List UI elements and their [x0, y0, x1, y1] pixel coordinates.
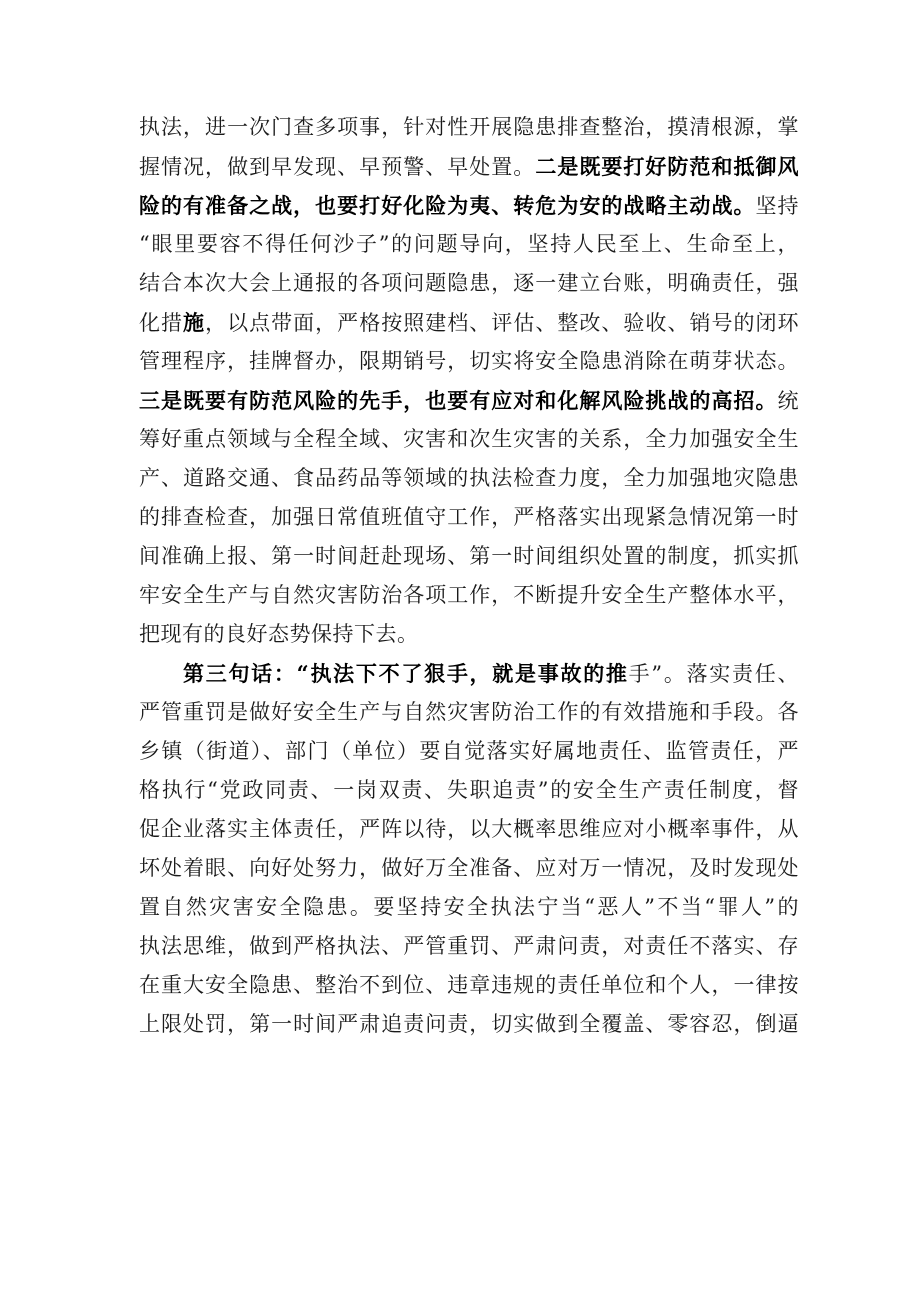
- text-line: [139, 537, 799, 576]
- text-segment: 的排查检查，加强日常值班值守工作，严格落实出现紧急情况第一时: [139, 505, 799, 529]
- bold-text-segment: 第三句话：“执法下不了狠手，就是事故的推: [183, 661, 629, 686]
- text-line: [139, 693, 799, 732]
- bold-text-segment: 施: [183, 310, 206, 335]
- text-segment: 产、道路交通、食品药品等领域的执法检查力度，全力加强地灾隐患: [139, 466, 799, 490]
- text-line: [139, 225, 799, 264]
- text-segment: 结合本次大会上通报的各项问题隐患，逐一建立台账，明确责任，强: [139, 271, 799, 295]
- text-line: [139, 927, 799, 966]
- text-line: [139, 1005, 799, 1044]
- text-segment: 在重大安全隐患、整治不到位、违章违规的责任单位和个人，一律按: [139, 973, 799, 997]
- text-segment: 管理程序，挂牌督办，限期销号，切实将安全隐患消除在萌芽状态。: [139, 349, 799, 373]
- text-line: [139, 381, 799, 420]
- text-segment: 格执行“党政同责、一岗双责、失职追责”的安全生产责任制度，督: [139, 778, 799, 802]
- text-segment: 手”。落实责任、: [628, 662, 799, 686]
- text-line: [139, 771, 799, 810]
- text-line: [139, 459, 799, 498]
- text-segment: 置自然灾害安全隐患。要坚持安全执法宁当“恶人”不当“罪人”的: [139, 895, 799, 919]
- text-line: [139, 966, 799, 1005]
- text-segment: 执法，进一次门查多项事，针对性开展隐患排查整治，摸清根源，掌: [139, 115, 799, 139]
- text-segment: 筹好重点领域与全程全域、灾害和次生灾害的关系，全力加强安全生: [139, 427, 799, 451]
- body-text: [139, 108, 799, 1044]
- bold-text-segment: 险的有准备之战，也要打好化险为夷、转危为安的战略主动战。: [139, 193, 756, 218]
- text-segment: 间准确上报、第一时间赶赴现场、第一时间组织处置的制度，抓实抓: [139, 544, 799, 568]
- text-segment: 促企业落实主体责任，严阵以待，以大概率思维应对小概率事件，从: [139, 817, 799, 841]
- text-line: [139, 498, 799, 537]
- text-line: [139, 186, 799, 225]
- text-line: [139, 810, 799, 849]
- text-line: [139, 576, 799, 615]
- bold-text-segment: 三是既要有防范风险的先手，也要有应对和化解风险挑战的高招。: [139, 388, 778, 413]
- text-segment: 把现有的良好态势保持下去。: [139, 622, 419, 646]
- text-line: [139, 303, 799, 342]
- text-segment: 坏处着眼、向好处努力，做好万全准备、应对万一情况，及时发现处: [139, 856, 799, 880]
- text-line: [139, 654, 799, 693]
- text-line: [139, 615, 799, 654]
- text-line: [139, 264, 799, 303]
- text-line: [139, 888, 799, 927]
- text-segment: 坚持: [755, 194, 800, 218]
- text-segment: 牢安全生产与自然灾害防治各项工作，不断提升安全生产整体水平，: [139, 583, 799, 607]
- text-segment: 化措: [139, 311, 184, 335]
- text-line: [139, 420, 799, 459]
- text-line: [139, 108, 799, 147]
- bold-text-segment: 二是既要打好防范和抵御风: [535, 154, 800, 179]
- text-segment: 握情况，做到早发现、早预警、早处置。: [139, 155, 536, 179]
- text-line: [139, 147, 799, 186]
- text-segment: “眼里要容不得任何沙子”的问题导向，坚持人民至上、生命至上，: [139, 232, 799, 256]
- text-segment: 严管重罚是做好安全生产与自然灾害防治工作的有效措施和手段。各: [139, 700, 799, 724]
- text-segment: 统: [777, 389, 799, 413]
- text-segment: 上限处罚，第一时间严肃追责问责，切实做到全覆盖、零容忍，倒逼: [139, 1012, 799, 1036]
- text-line: [139, 732, 799, 771]
- text-segment: 乡镇（街道）、部门（单位）要自觉落实好属地责任、监管责任，严: [139, 739, 799, 763]
- text-segment: ，以点带面，严格按照建档、评估、整改、验收、销号的闭环: [205, 311, 800, 335]
- text-line: [139, 849, 799, 888]
- text-segment: 执法思维，做到严格执法、严管重罚、严肃问责，对责任不落实、存: [139, 934, 799, 958]
- text-line: [139, 342, 799, 381]
